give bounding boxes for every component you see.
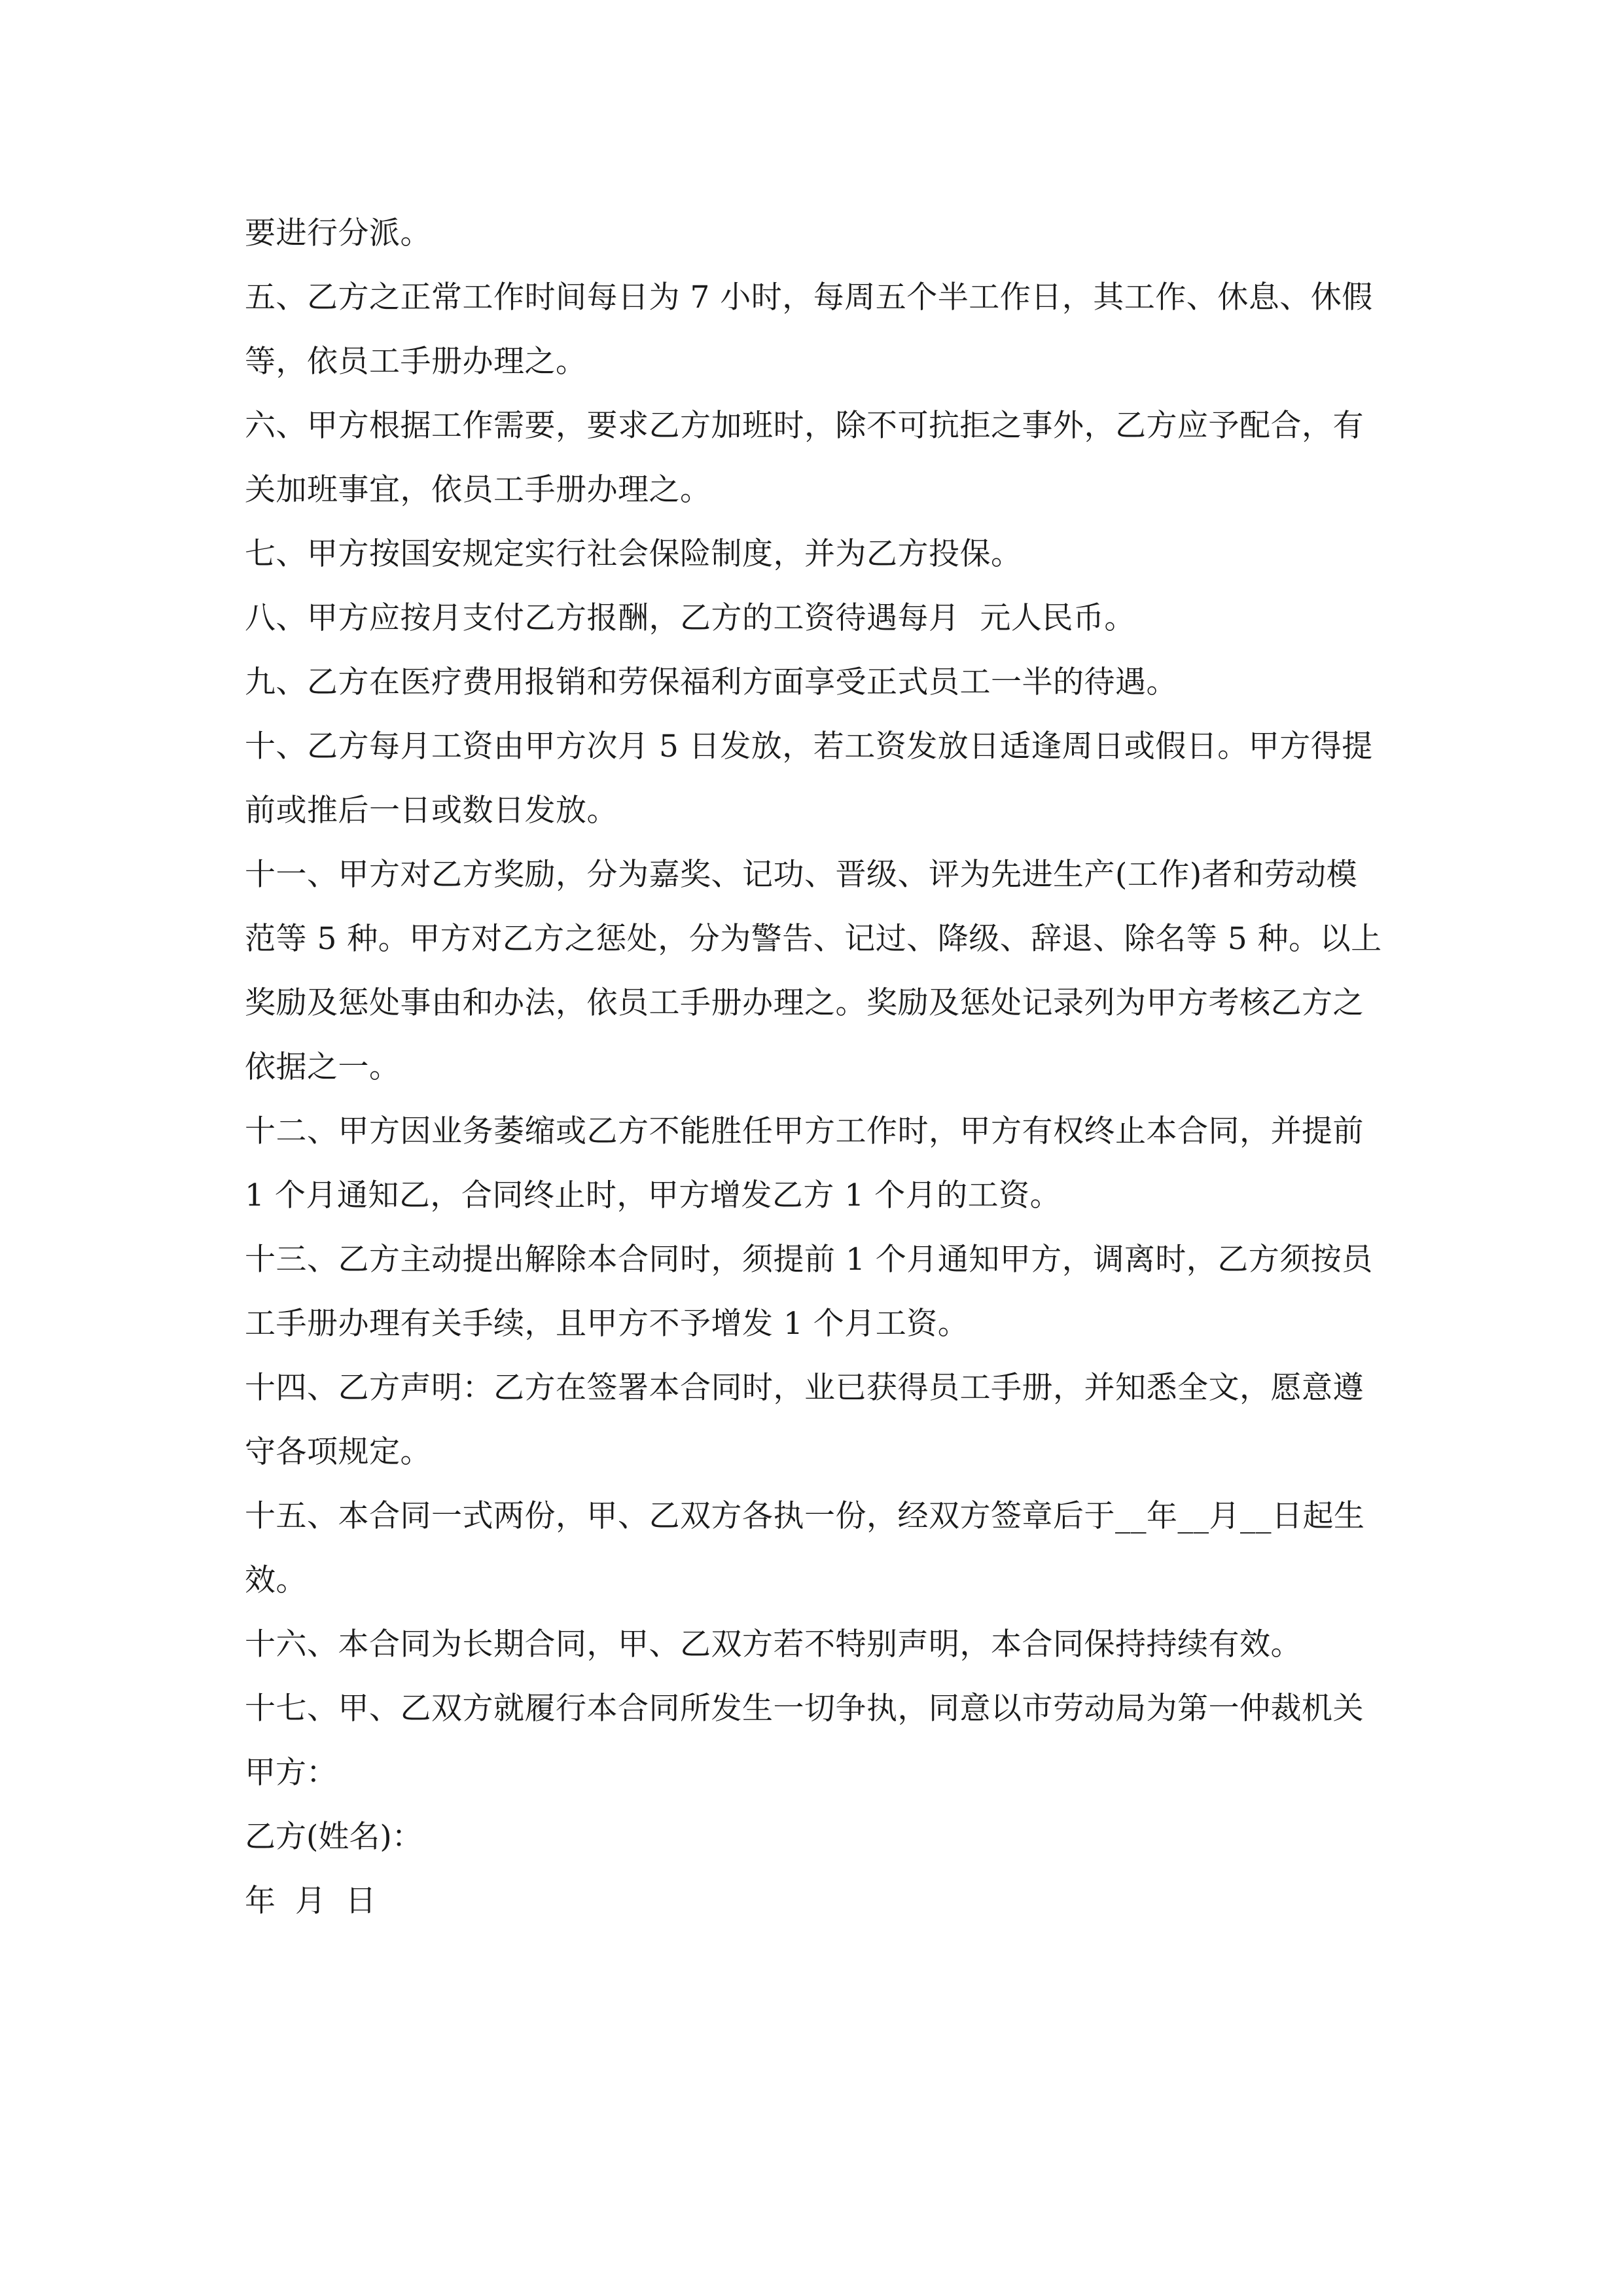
clause-12: 十二、甲方因业务萎缩或乙方不能胜任甲方工作时，甲方有权终止本合同，并提前 1 个月通知乙，合同终止时，甲方增发乙方 1 个月的工资。	[245, 1113, 1364, 1213]
clause-6: 六、甲方根据工作需要，要求乙方加班时，除不可抗拒之事外，乙方应予配合，有关加班事宜，依员工手册办理之。	[245, 408, 1364, 508]
clause-7: 七、甲方按国安规定实行社会保险制度，并为乙方投保。	[245, 536, 1022, 572]
signature-date: 年 月 日	[245, 1883, 376, 1919]
clause-11: 十一、甲方对乙方奖励，分为嘉奖、记功、晋级、评为先进生产(工作)者和劳动模范等 5 种。甲方对乙方之惩处，分为警告、记过、降级、辞退、除名等 5 种。以上奖励及惩处事由和办法，依员工手册办理之。奖励及惩处记录列为甲方考核乙方之依据之一。	[245, 857, 1382, 1085]
clause-16: 十六、本合同为长期合同，甲、乙双方若不特别声明，本合同保持持续有效。	[245, 1626, 1302, 1662]
clause-10: 十、乙方每月工资由甲方次月 5 日发放，若工资发放日适逢周日或假日。甲方得提前或推后一日或数日发放。	[245, 728, 1373, 829]
clause-5: 五、乙方之正常工作时间每日为 7 小时，每周五个半工作日，其工作、休息、休假等，依员工手册办理之。	[245, 279, 1373, 380]
clause-17: 十七、甲、乙双方就履行本合同所发生一切争执，同意以市劳动局为第一仲裁机关	[245, 1691, 1364, 1727]
clause-15: 十五、本合同一式两份，甲、乙双方各执一份，经双方签章后于__年__月__日起生效。	[245, 1498, 1365, 1598]
clause-8: 八、甲方应按月支付乙方报酬，乙方的工资待遇每月 元人民币。	[245, 600, 1135, 636]
clause-14: 十四、乙方声明：乙方在签署本合同时，业已获得员工手册，并知悉全文，愿意遵守各项规定。	[245, 1370, 1364, 1470]
clause-9: 九、乙方在医疗费用报销和劳保福利方面享受正式员工一半的待遇。	[245, 664, 1177, 700]
paragraph-continuation: 要进行分派。	[245, 215, 431, 251]
signature-party-a: 甲方：	[245, 1755, 337, 1791]
signature-party-b: 乙方(姓名)：	[245, 1819, 423, 1855]
clause-13: 十三、乙方主动提出解除本合同时，须提前 1 个月通知甲方，调离时，乙方须按员工手册办理有关手续，且甲方不予增发 1 个月工资。	[245, 1242, 1373, 1342]
contract-body	[245, 202, 1383, 1933]
